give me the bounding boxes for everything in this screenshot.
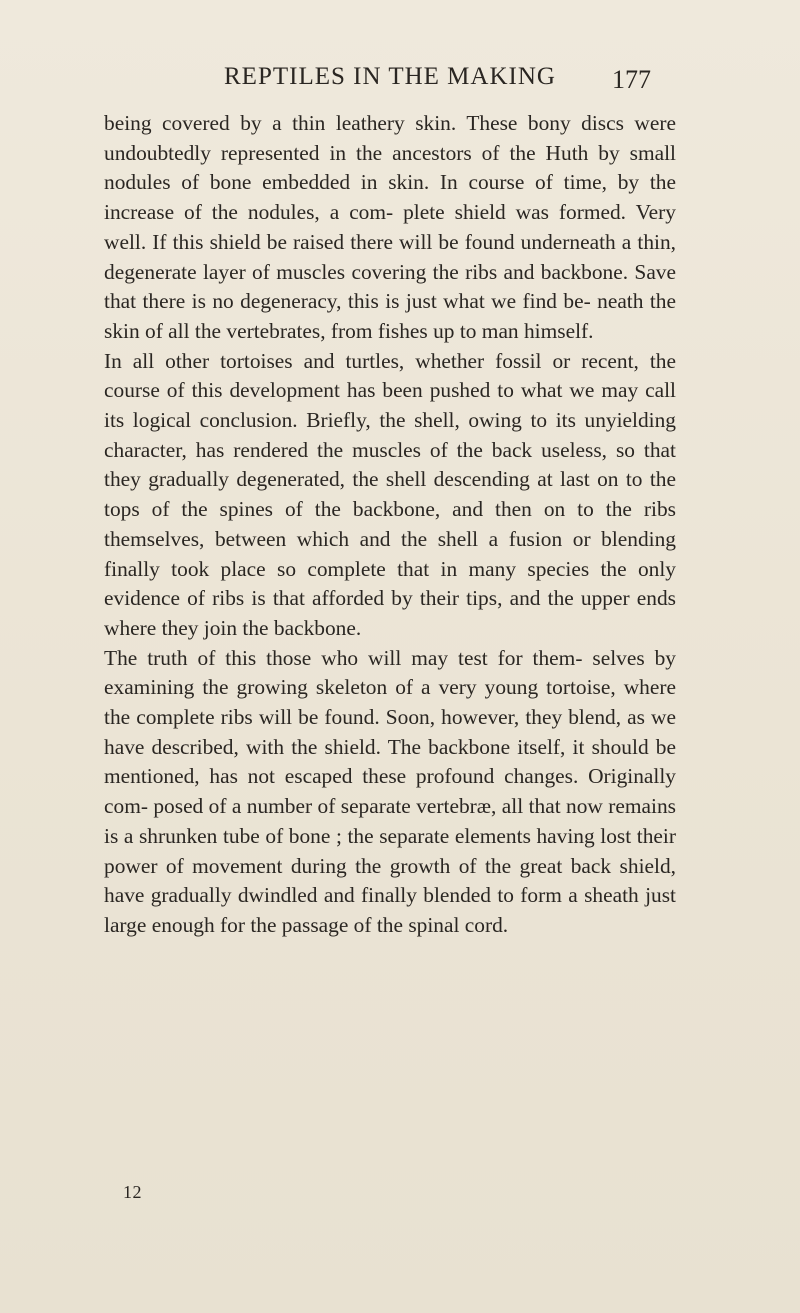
signature-mark: 12 xyxy=(123,1182,142,1202)
paragraph-1: being covered by a thin leathery skin. These bony discs were undoubtedly represented in the ancestors of the Huth by small nodules of bone embedded in skin. In course of time, by the increase of the nodules, a com- plete shield was formed. Very well. If this shield be raised there will be found underneath a thin, degenerate layer of muscles covering the ribs and backbone. Save that there is no degeneracy, this is just what we find be- neath the skin of all the vertebrates, from fishes up to man himself. xyxy=(104,111,676,343)
paragraph-3: The truth of this those who will may test for them- selves by examining the growing skeleton of a very young tortoise, where the complete ribs will be found. Soon, however, they blend, as we have described, with the shield. The backbone itself, it should be mentioned, has not escaped these profound changes. Originally com- posed of a number of separate vertebræ, all that now remains is a shrunken tube of bone ; the separate elements having lost their power of movement during the growth of the great back shield, have gradually dwindled and finally blended to form a sheath just large enough for the passage of the spinal cord. xyxy=(104,645,676,937)
running-title: REPTILES IN THE MAKING xyxy=(224,63,556,90)
body-text xyxy=(104,109,676,941)
page-number: 177 xyxy=(612,65,651,94)
paragraph-2: In all other tortoises and turtles, whether fossil or recent, the course of this development has been pushed to what we may call its logical conclusion. Briefly, the shell, owing to its unyielding character, has rendered the muscles of the back useless, so that they gradually degenerated, the shell descending at last on to the tops of the spines of the backbone, and then on to the ribs themselves, between which and the shell a fusion or blending finally took place so complete that in many species the only evidence of ribs is that afforded by their tips, and the upper ends where they join the backbone. xyxy=(104,348,676,640)
running-head xyxy=(0,62,800,102)
